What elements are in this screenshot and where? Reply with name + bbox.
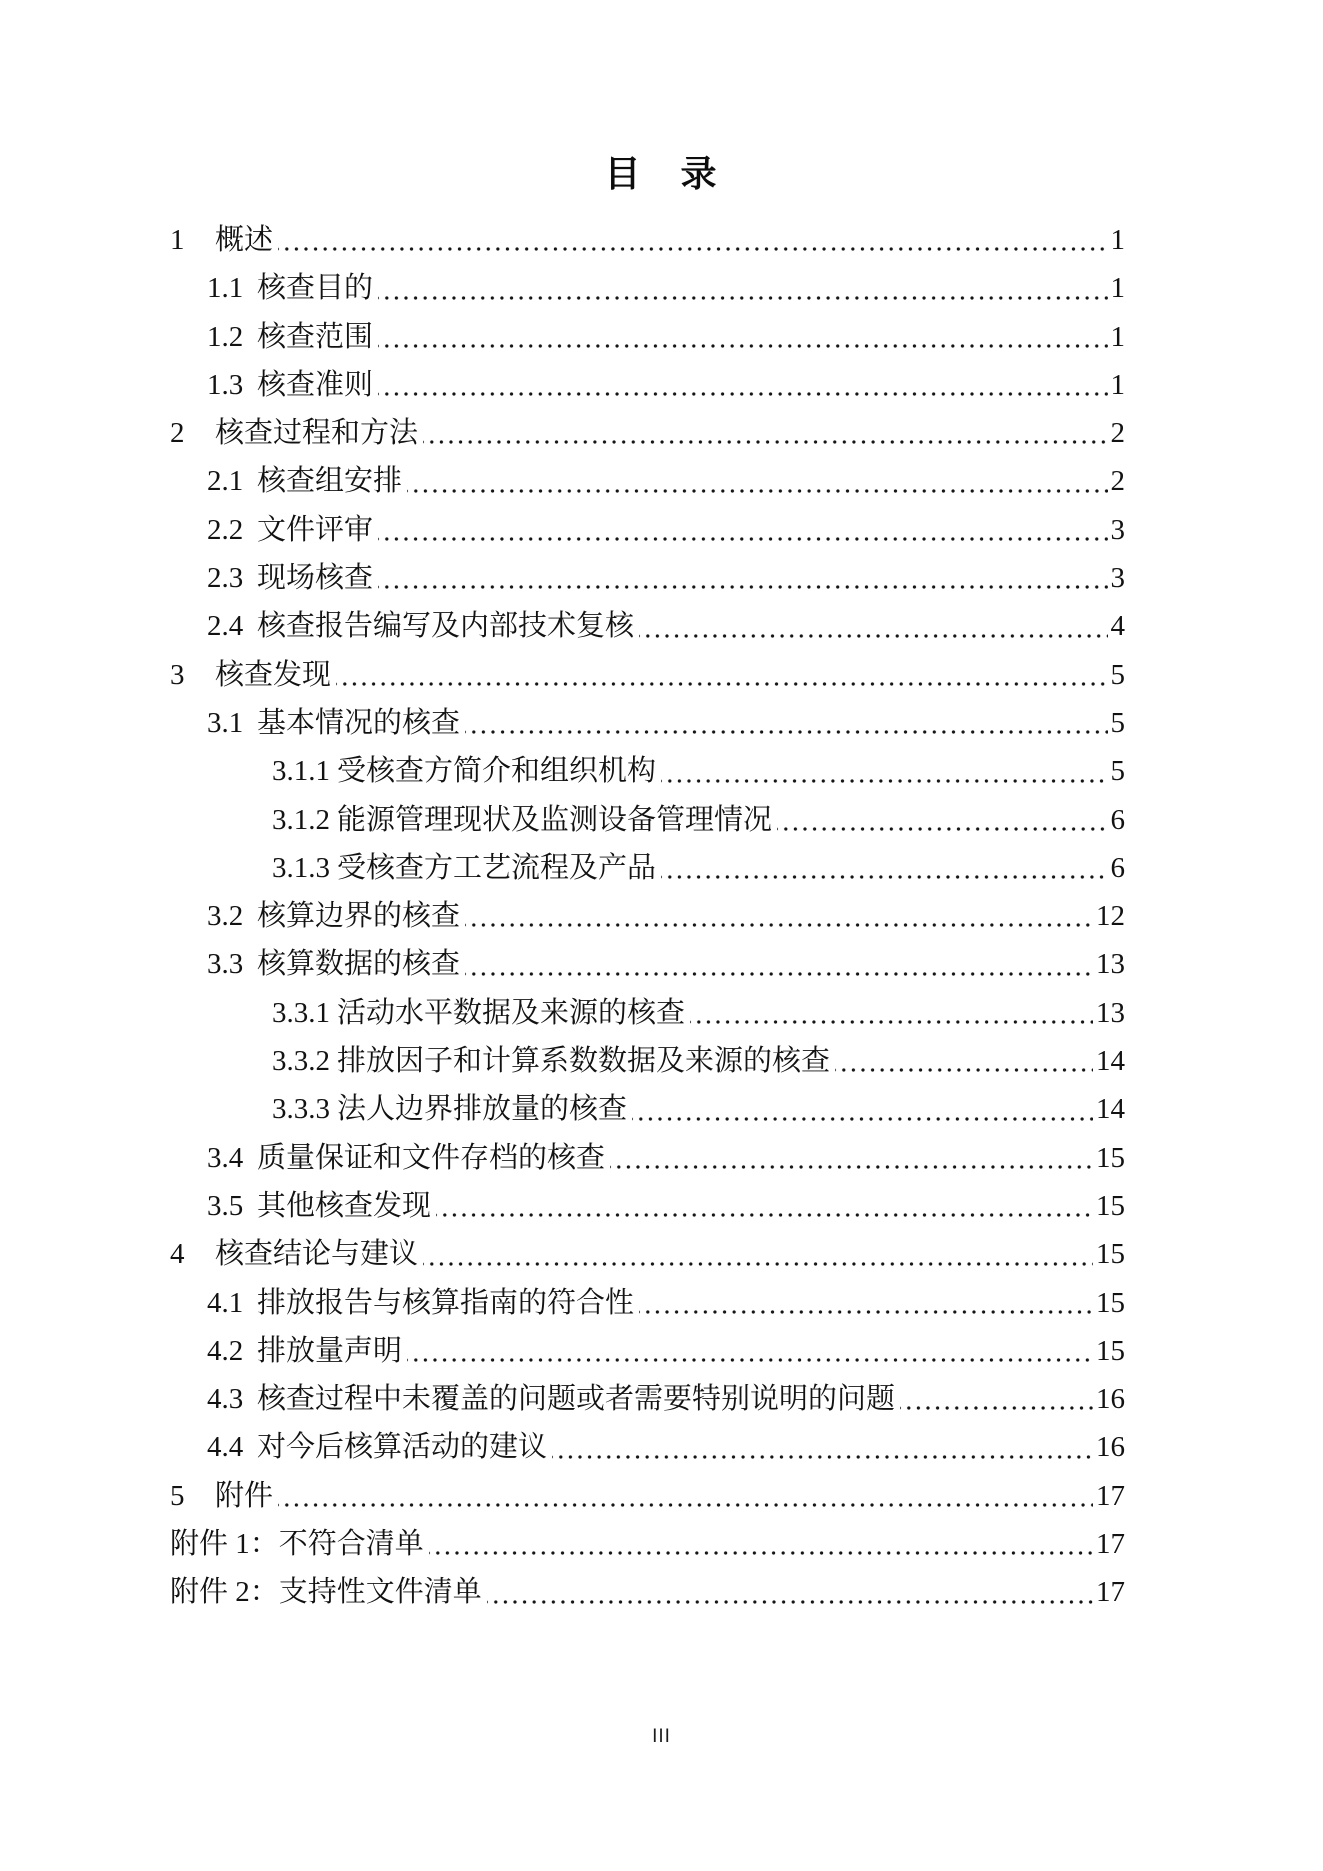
toc-entry-page: 16 [1096, 1431, 1125, 1464]
toc-leader-dots [552, 1423, 1093, 1471]
toc-entry-page: 15 [1096, 1238, 1125, 1271]
toc-leader-dots [407, 457, 1107, 505]
toc-entry-page: 13 [1096, 948, 1125, 981]
toc-leader-dots [900, 1375, 1093, 1423]
toc-entry-number: 4.3 [207, 1383, 244, 1416]
toc-entry-label: 核查范围 [257, 320, 374, 353]
toc-entry[interactable] [170, 989, 1125, 1037]
toc-entry-page: 17 [1096, 1528, 1125, 1561]
toc-leader-dots [407, 1327, 1093, 1375]
toc-entry[interactable] [170, 1568, 1125, 1616]
toc-entry-number: 4 [170, 1238, 185, 1271]
toc-entry-number: 1.1 [207, 272, 244, 305]
toc-entry-label: 能源管理现状及监测设备管理情况 [337, 803, 773, 836]
toc-entry-page: 12 [1096, 900, 1125, 933]
toc-entry-page: 17 [1096, 1576, 1125, 1609]
toc-entry[interactable] [170, 457, 1125, 505]
footer-page-number: III [652, 1726, 671, 1747]
toc-entry-page: 5 [1110, 706, 1125, 739]
toc-entry-number: 2.3 [207, 562, 244, 595]
toc-entry[interactable] [170, 313, 1125, 361]
toc-entry-page: 13 [1096, 996, 1125, 1029]
toc-entry-number: 1.3 [207, 368, 244, 401]
toc-entry[interactable] [170, 1472, 1125, 1520]
toc-entry-label: 核查过程中未覆盖的问题或者需要特别说明的问题 [257, 1383, 896, 1416]
toc-leader-dots [639, 1279, 1093, 1327]
toc-entry-page: 16 [1096, 1383, 1125, 1416]
toc-entry-number: 3.5 [207, 1189, 244, 1222]
toc-entry-number: 2 [170, 417, 185, 450]
toc-entry[interactable] [170, 602, 1125, 650]
toc-entry-number: 3.3.3 [272, 1093, 330, 1126]
toc-leader-dots [378, 313, 1107, 361]
toc-entry[interactable] [170, 1279, 1125, 1327]
toc-entry-number: 2.2 [207, 513, 244, 546]
toc-entry[interactable] [170, 216, 1125, 264]
toc-entry-label: 核算数据的核查 [257, 948, 461, 981]
toc-entry[interactable] [170, 892, 1125, 940]
toc-leader-dots [465, 892, 1093, 940]
toc-entry-label: 质量保证和文件存档的核查 [257, 1141, 606, 1174]
toc-entry-page: 14 [1096, 1093, 1125, 1126]
toc-leader-dots [436, 1182, 1093, 1230]
toc-leader-dots [632, 1085, 1093, 1133]
toc-entry-label: 排放因子和计算系数数据及来源的核查 [337, 1045, 831, 1078]
toc-entry[interactable] [170, 361, 1125, 409]
toc-leader-dots [639, 602, 1107, 650]
toc-entry-label: 排放量声明 [257, 1334, 403, 1367]
toc-entry[interactable] [170, 409, 1125, 457]
toc-entry-number: 1.2 [207, 320, 244, 353]
toc-entry[interactable] [170, 747, 1125, 795]
toc-entry-label: 核查结论与建议 [215, 1238, 419, 1271]
toc-entry-label: 核查准则 [257, 368, 374, 401]
toc-entry-number: 3.1.2 [272, 803, 330, 836]
toc-leader-dots [465, 699, 1107, 747]
toc-entry-label: 排放报告与核算指南的符合性 [257, 1286, 635, 1319]
toc-entry-page: 15 [1096, 1189, 1125, 1222]
toc-leader-dots [336, 651, 1107, 699]
toc-entry-number: 附件 2： [170, 1576, 279, 1609]
toc-entry-label: 现场核查 [257, 562, 374, 595]
toc-entry-number: 3.3.1 [272, 996, 330, 1029]
toc-leader-dots [429, 1520, 1093, 1568]
page-title: 目 录 [604, 154, 719, 194]
toc-entry[interactable] [170, 1520, 1125, 1568]
toc-entry[interactable] [170, 1182, 1125, 1230]
toc-entry-page: 3 [1110, 562, 1125, 595]
toc-entry[interactable] [170, 554, 1125, 602]
toc-entry-page: 5 [1110, 658, 1125, 691]
toc-entry-label: 核查报告编写及内部技术复核 [257, 610, 635, 643]
toc-entry-label: 其他核查发现 [257, 1189, 432, 1222]
toc-entry-number: 3.1 [207, 706, 244, 739]
toc-entry[interactable] [170, 844, 1125, 892]
toc-leader-dots [777, 796, 1107, 844]
toc-entry-label: 核查过程和方法 [215, 417, 419, 450]
toc-entry-label: 概述 [215, 224, 274, 256]
toc-entry[interactable] [170, 1134, 1125, 1182]
toc-entry-page: 15 [1096, 1286, 1125, 1319]
toc-entry[interactable] [170, 1037, 1125, 1085]
toc-leader-dots [465, 940, 1093, 988]
toc-entry-page: 17 [1096, 1479, 1125, 1512]
toc-leader-dots [661, 844, 1107, 892]
toc-entry-number: 4.2 [207, 1334, 244, 1367]
toc-leader-dots [378, 506, 1107, 554]
toc-entry-label: 活动水平数据及来源的核查 [337, 996, 686, 1029]
toc-entry-label: 核算边界的核查 [257, 900, 461, 933]
toc-list [0, 216, 1323, 1617]
toc-entry-page: 1 [1110, 368, 1125, 401]
toc-entry[interactable] [170, 1423, 1125, 1471]
toc-leader-dots [487, 1568, 1093, 1616]
toc-leader-dots [378, 361, 1107, 409]
toc-leader-dots [661, 747, 1107, 795]
toc-entry-page: 15 [1096, 1334, 1125, 1367]
toc-entry-page: 1 [1110, 272, 1125, 305]
toc-leader-dots [423, 1230, 1093, 1278]
toc-entry-page: 14 [1096, 1045, 1125, 1078]
toc-entry-page: 15 [1096, 1141, 1125, 1174]
toc-entry-number: 2.4 [207, 610, 244, 643]
toc-entry[interactable] [170, 264, 1125, 312]
toc-entry-page: 1 [1110, 224, 1125, 256]
toc-entry-label: 基本情况的核查 [257, 706, 461, 739]
toc-entry-page: 1 [1110, 320, 1125, 353]
toc-entry[interactable] [170, 1085, 1125, 1133]
toc-entry[interactable] [170, 1327, 1125, 1375]
toc-leader-dots [835, 1037, 1093, 1085]
toc-leader-dots [278, 1472, 1093, 1520]
toc-entry-number: 4.4 [207, 1431, 244, 1464]
toc-entry-page: 5 [1110, 755, 1125, 788]
toc-entry-page: 4 [1110, 610, 1125, 643]
toc-entry[interactable] [170, 940, 1125, 988]
toc-entry-number: 3.2 [207, 900, 244, 933]
toc-entry-page: 6 [1110, 803, 1125, 836]
toc-entry-number: 3 [170, 658, 185, 691]
toc-entry-number: 2.1 [207, 465, 244, 498]
toc-entry-label: 核查发现 [215, 658, 332, 691]
toc-entry-number: 3.1.3 [272, 851, 330, 884]
toc-entry[interactable] [170, 1375, 1125, 1423]
toc-entry[interactable] [170, 1230, 1125, 1278]
toc-entry-label: 受核查方工艺流程及产品 [337, 851, 657, 884]
toc-entry-label: 文件评审 [257, 513, 374, 546]
toc-entry-label: 支持性文件清单 [278, 1576, 482, 1609]
toc-entry-label: 附件 [215, 1479, 274, 1512]
toc-entry-number: 3.3.2 [272, 1045, 330, 1078]
toc-leader-dots [423, 409, 1107, 457]
toc-entry[interactable] [170, 506, 1125, 554]
toc-entry-label: 法人边界排放量的核查 [337, 1093, 628, 1126]
toc-leader-dots [378, 264, 1107, 312]
toc-entry-page: 6 [1110, 851, 1125, 884]
toc-entry[interactable] [170, 699, 1125, 747]
toc-leader-dots [610, 1134, 1093, 1182]
toc-entry-label: 受核查方简介和组织机构 [337, 755, 657, 788]
toc-entry-number: 3.1.1 [272, 755, 330, 788]
toc-leader-dots [278, 216, 1107, 264]
toc-entry-number: 4.1 [207, 1286, 244, 1319]
toc-entry-page: 3 [1110, 513, 1125, 546]
toc-entry-number: 5 [170, 1479, 185, 1512]
toc-entry-number: 3.4 [207, 1141, 244, 1174]
toc-entry-label: 不符合清单 [278, 1528, 424, 1561]
toc-entry-page: 2 [1110, 417, 1125, 450]
toc-entry-label: 核查组安排 [257, 465, 403, 498]
toc-leader-dots [378, 554, 1107, 602]
toc-entry-page: 2 [1110, 465, 1125, 498]
toc-entry[interactable] [170, 651, 1125, 699]
toc-entry-label: 核查目的 [257, 272, 374, 305]
toc-entry-number: 附件 1： [170, 1528, 279, 1561]
toc-entry-label: 对今后核算活动的建议 [257, 1431, 548, 1464]
toc-leader-dots [690, 989, 1093, 1037]
toc-entry-number: 3.3 [207, 948, 244, 981]
toc-entry-number: 1 [170, 224, 185, 256]
toc-entry[interactable] [170, 796, 1125, 844]
